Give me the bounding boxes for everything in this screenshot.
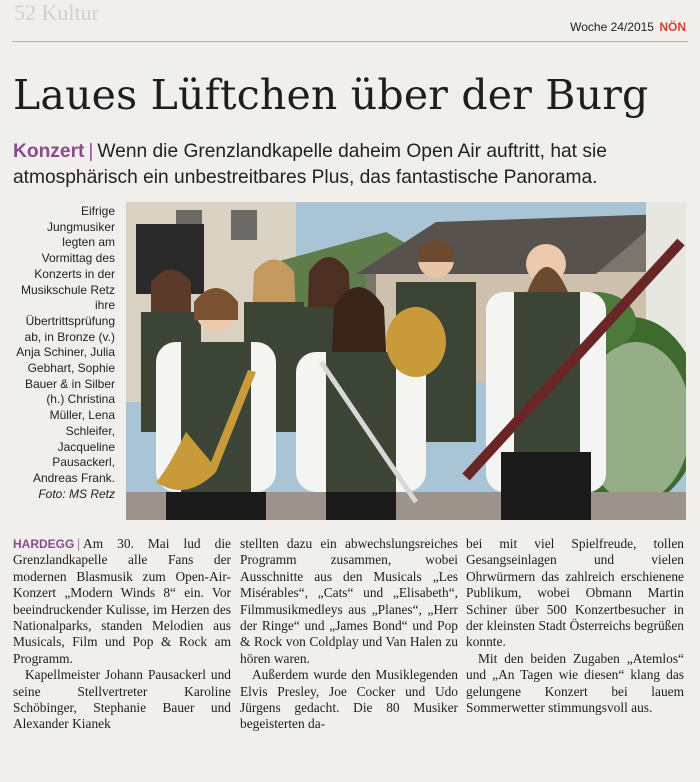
brand-logo: NÖN — [659, 20, 686, 34]
col1-paragraph-2: Kapellmeister Johann Pausackerl und seine Stellvertreter Karoline Schöbinger, Stephanie Bauer und Alexander Kianek — [13, 667, 231, 732]
faded-section-header: 52 Kultur — [14, 0, 99, 25]
kicker-separator: | — [88, 141, 94, 162]
article-column-1 — [13, 536, 231, 733]
col2-paragraph-1: stellten dazu ein abwechslungsreiches Programm zusammen, wobei Ausschnitte aus den Musicals „Les Misérables“, „Cats“ und „Elisabeth“, Filmmusikmedleys aus „Planes“, „Herr der Ringe“ und „James Bond“ und Pop & Rock von Coldplay und Van Halen zu hören waren. — [240, 536, 458, 666]
lead-text: Am 30. Mai lud die Grenzlandkapelle alle Fans der modernen Blasmusik zum Open-Air-Konzert „Modern Winds 8“ ein. Vor beeindruckender Kulisse, im Herzen des Nationalparks, standen Melodien aus Musicals, Film und Pop & Rock am Programm. — [13, 536, 231, 666]
dateline-separator: | — [77, 536, 81, 551]
top-rule — [12, 41, 688, 42]
subheadline — [13, 139, 693, 191]
photo-credit: Foto: MS Retz — [38, 486, 115, 501]
photo-caption — [13, 204, 115, 502]
article-column-3 — [466, 536, 684, 716]
caption-text: Eifrige Jungmusiker legten am Vormittag des Konzerts in der Musikschule Retz ihre Übertrittsprüfung ab, in Bronze (v.) Anja Schiner, Julia Gebhart, Sophie Bauer & in Silber (h.) Christina Müller, Lena Schleifer, Jacqueline Pausackerl, Andreas Frank. — [16, 204, 115, 485]
kicker: Konzert — [13, 141, 85, 162]
col2-paragraph-2: Außerdem wurde den Musiklegenden Elvis Presley, Joe Cocker und Udo Jürgens gedacht. Die 80 Musiker begeisterten da- — [240, 667, 458, 732]
band-photo-illustration — [126, 202, 686, 520]
subhead-text: Wenn die Grenzlandkapelle daheim Open Air auftritt, hat sie atmosphärisch ein unbestreitbares Plus, das fantastische Panorama. — [13, 141, 607, 188]
week-number: Woche 24/2015 — [570, 20, 654, 34]
col3-paragraph-1: bei mit viel Spielfreude, tollen Gesangseinlagen und vielen Ohrwürmern das zahlreich erschienene Publikum, wobei Obmann Martin Schiner über 500 Konzertbesucher in der kleinsten Stadt Österreichs begrüßen konnte. — [466, 536, 684, 650]
col3-paragraph-2: Mit den beiden Zugaben „Atemlos“ und „An Tagen wie diesen“ klang das gelungene Konzert bei lauem Sommerwetter stimmungsvoll aus. — [466, 650, 684, 716]
dateline: HARDEGG — [13, 537, 75, 551]
band-photo — [126, 202, 686, 520]
headline: Laues Lüftchen über der Burg — [13, 71, 649, 119]
article-column-2 — [240, 536, 458, 733]
issue-label — [570, 20, 686, 34]
lead-paragraph — [13, 536, 231, 667]
